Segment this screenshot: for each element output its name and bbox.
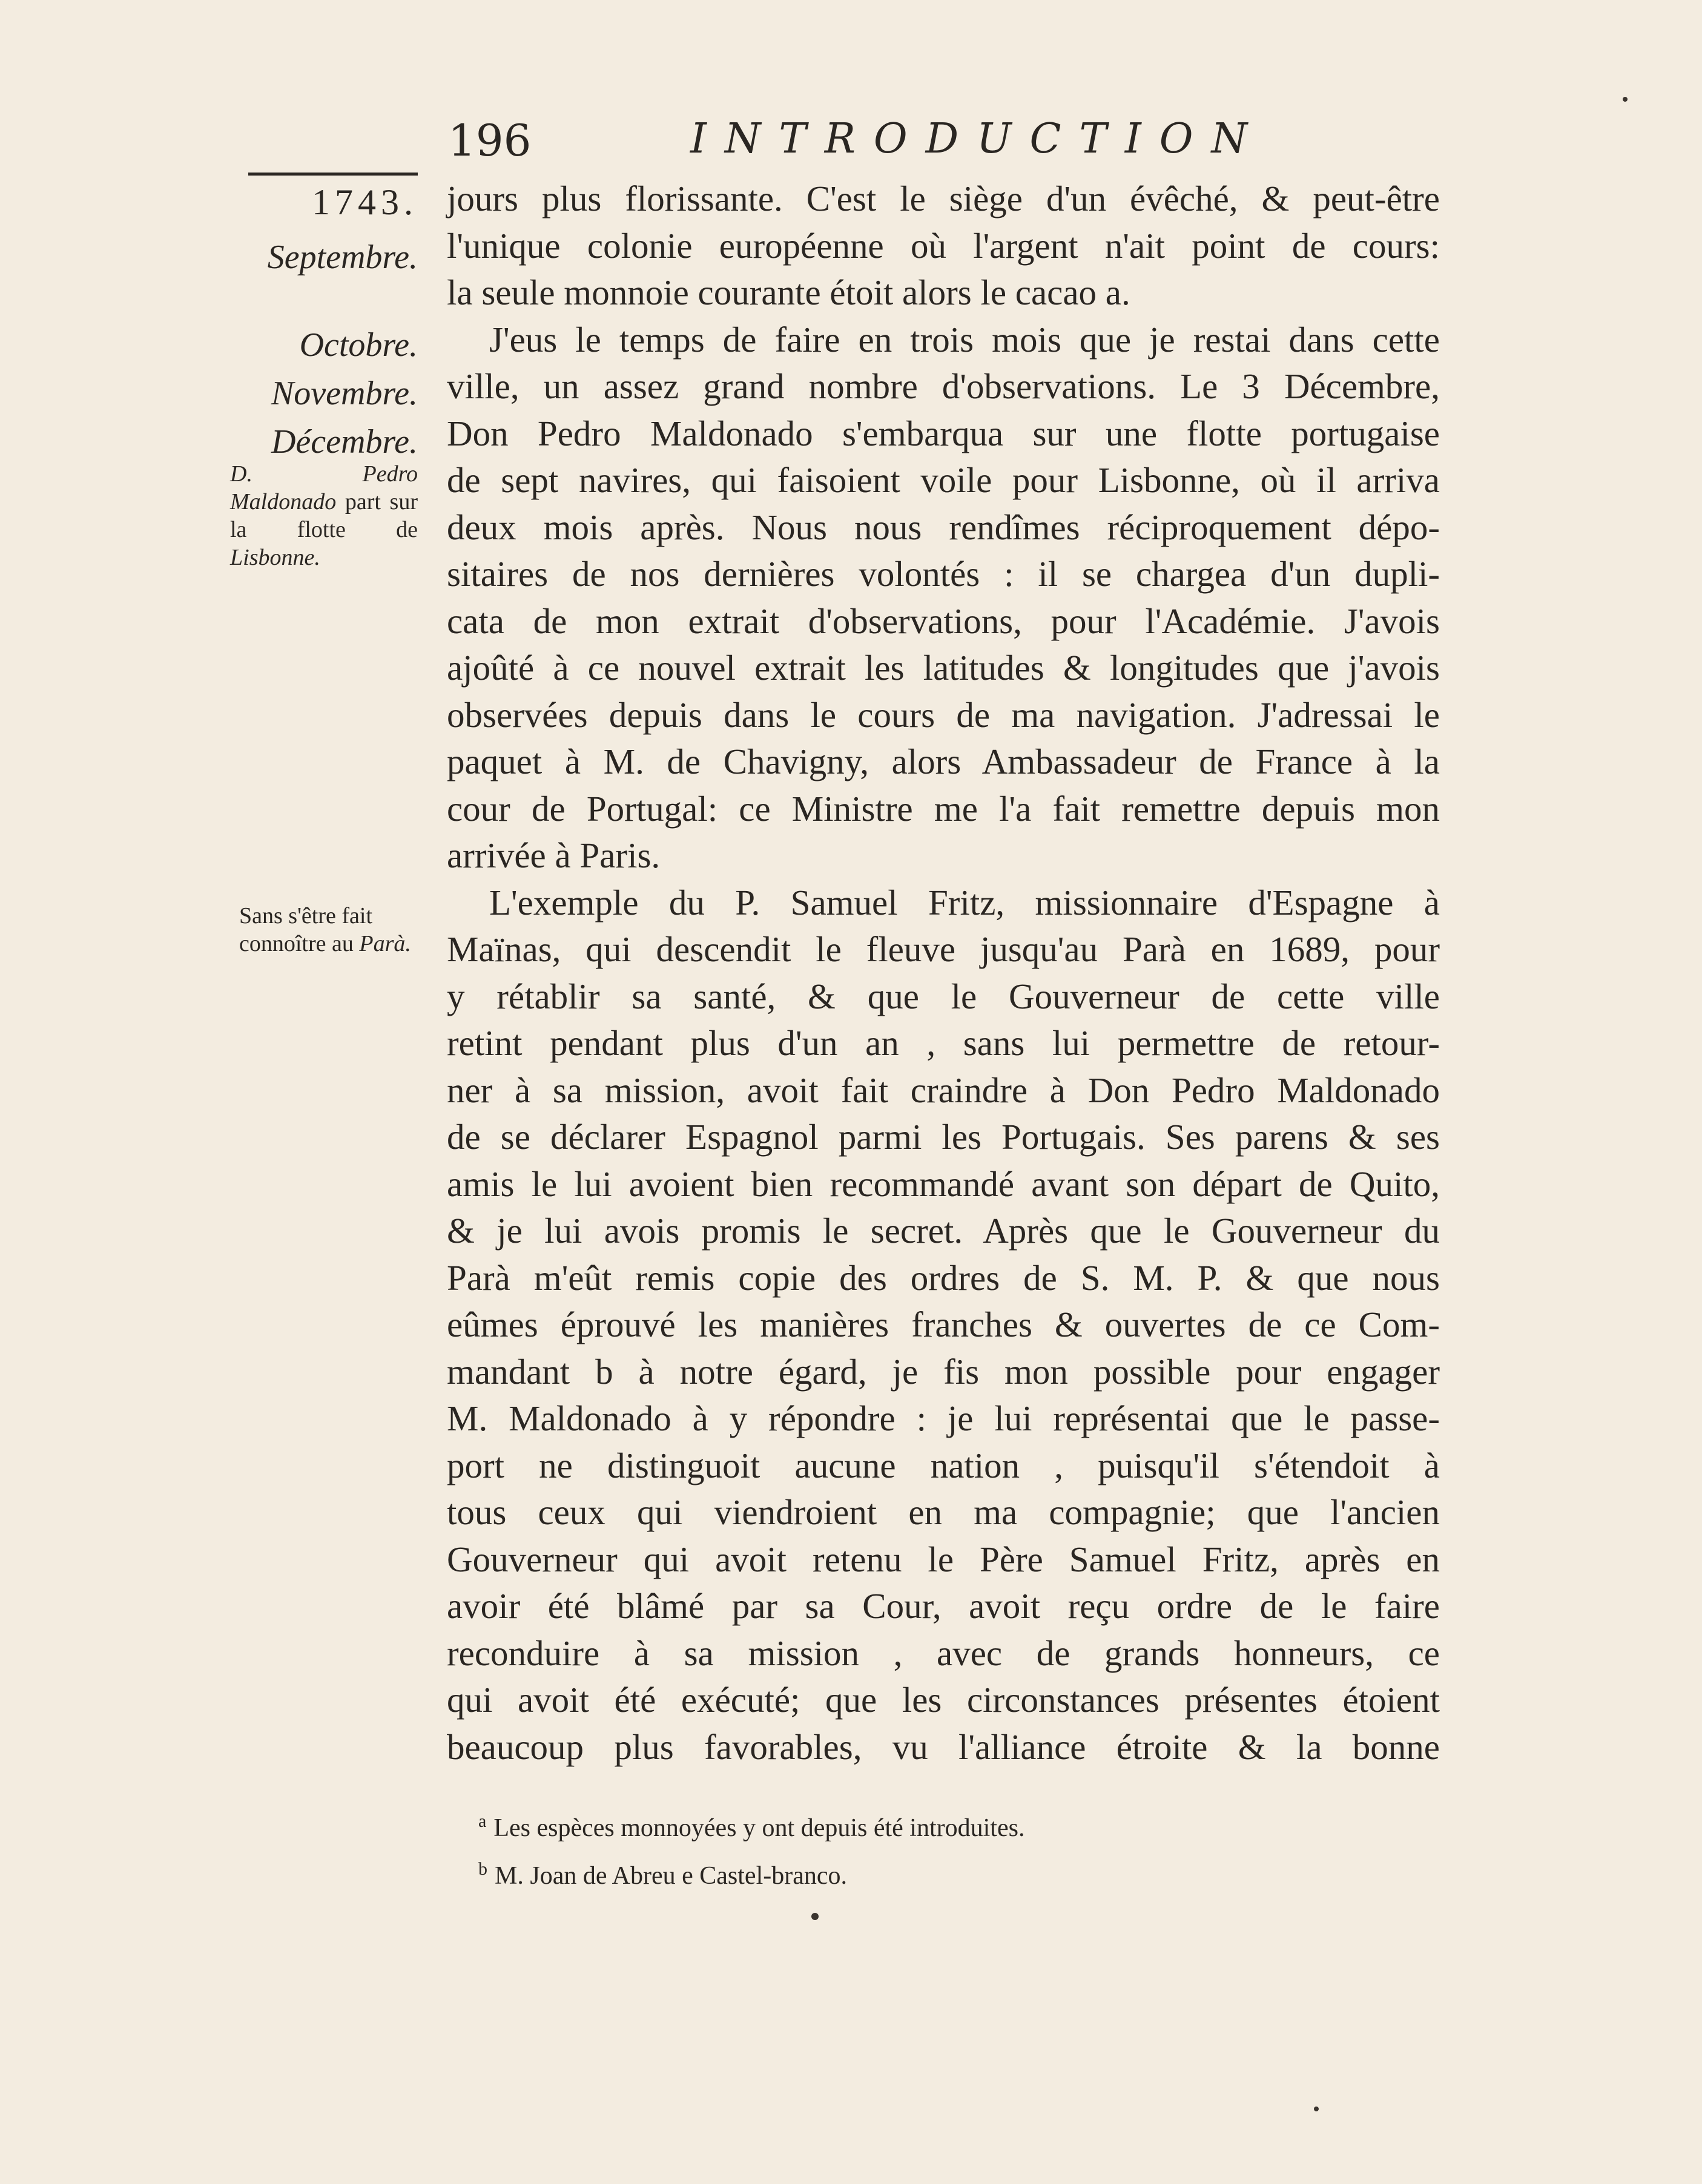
text-line: la seule monnoie courante étoit alors le cacao a. xyxy=(447,272,1130,312)
text-line: jours plus florissante. C'est le siège d'un évêché, & peut-être xyxy=(447,179,1440,219)
footnote-mark: a xyxy=(478,1811,487,1831)
margin-month-december: Décembre. xyxy=(271,423,418,461)
text-line: de se déclarer Espagnol parmi les Portugais. Ses parens & ses xyxy=(447,1117,1440,1157)
margin-note-para xyxy=(239,902,415,958)
text-line: paquet à M. de Chavigny, alors Ambassadeur de France à la xyxy=(447,742,1440,781)
margin-year: 1743. xyxy=(312,182,418,222)
text-line: arrivée à Paris. xyxy=(447,835,661,875)
text-line: ajoûté à ce nouvel extrait les latitudes & longitudes que j'avois xyxy=(447,648,1440,688)
text-line: Parà m'eût remis copie des ordres de S. M. P. & que nous xyxy=(447,1257,1440,1298)
text-line: l'unique colonie européenne où l'argent n'ait point de cours: xyxy=(447,225,1440,266)
text-line: ville, un assez grand nombre d'observations. Le 3 Décembre, xyxy=(447,366,1440,406)
text-line: cour de Portugal: ce Ministre me l'a fait remettre depuis mon xyxy=(447,788,1440,829)
text-line: reconduire à sa mission , avec de grands honneurs, ce xyxy=(447,1633,1440,1673)
margin-note-place: Lisbonne. xyxy=(230,545,320,570)
footnote-text: Les espèces monnoyées y ont depuis été introduites. xyxy=(493,1814,1025,1842)
running-title: INTRODUCTION xyxy=(690,115,1265,163)
page-speck xyxy=(1314,2107,1319,2111)
page-number: 196 xyxy=(448,115,532,166)
text-line: Don Pedro Maldonado s'embarqua sur une flotte portugaise xyxy=(447,413,1440,453)
text-line: L'exemple du P. Samuel Fritz, missionnaire d'Espagne à xyxy=(489,882,1440,923)
text-line: observées depuis dans le cours de ma navigation. J'adressai le xyxy=(447,694,1440,735)
text-line: & je lui avois promis le secret. Après que le Gouverneur du xyxy=(447,1211,1440,1251)
text-line: Gouverneur qui avoit retenu le Père Samuel Fritz, après en xyxy=(447,1539,1440,1579)
text-line: deux mois après. Nous nous rendîmes réciproquement dépo- xyxy=(447,507,1440,547)
margin-month-october: Octobre. xyxy=(299,326,418,364)
text-line: tous ceux qui viendroient en ma compagnie; que l'ancien xyxy=(447,1492,1440,1532)
footnotes xyxy=(478,1801,1447,1896)
margin-note-maldonado xyxy=(230,460,418,571)
footnote-mark: b xyxy=(478,1859,487,1879)
margin-note-name: D. Pedro Maldonado xyxy=(230,461,418,515)
page-speck xyxy=(811,1913,819,1920)
text-line: sitaires de nos dernières volontés : il se chargea d'un dupli- xyxy=(447,554,1440,594)
text-line: M. Maldonado à y répondre : je lui représentai que le passe- xyxy=(447,1398,1440,1438)
text-line: retint pendant plus d'un an , sans lui permettre de retour- xyxy=(447,1023,1440,1063)
text-line: cata de mon extrait d'observations, pour l'Académie. J'avois xyxy=(447,600,1440,641)
footnote xyxy=(478,1849,1447,1896)
text-line: J'eus le temps de faire en trois mois que je restai dans cette xyxy=(489,319,1440,360)
text-line: amis le lui avoient bien recommandé avant son départ de Quito, xyxy=(447,1163,1440,1204)
body-text xyxy=(447,176,1440,1771)
footnote-text: M. Joan de Abreu e Castel-branco. xyxy=(495,1862,847,1890)
text-line: ner à sa mission, avoit fait craindre à Don Pedro Maldonado xyxy=(447,1070,1440,1110)
margin-month-november: Novembre. xyxy=(271,375,418,412)
footnote xyxy=(478,1801,1447,1849)
margin-rule xyxy=(248,173,418,176)
text-line: eûmes éprouvé les manières franches & ouvertes de ce Com- xyxy=(447,1304,1440,1344)
text-line: Maïnas, qui descendit le fleuve jusqu'au Parà en 1689, pour xyxy=(447,929,1440,969)
margin-note-place: Parà. xyxy=(359,931,411,956)
text-line: y rétablir sa santé, & que le Gouverneur de cette ville xyxy=(447,976,1440,1016)
text-line: beaucoup plus favorables, vu l'alliance étroite & la bonne xyxy=(447,1726,1440,1767)
margin-month-september: Septembre. xyxy=(267,238,418,276)
page-header xyxy=(448,103,1453,169)
text-line: port ne distinguoit aucune nation , puisqu'il s'étendoit à xyxy=(447,1445,1440,1485)
margin-note-text: part sur la flotte de xyxy=(230,489,418,542)
page-speck xyxy=(1623,97,1628,102)
text-line: qui avoit été exécuté; que les circonstances présentes étoient xyxy=(447,1680,1440,1720)
text-line: mandant b à notre égard, je fis mon possible pour engager xyxy=(447,1351,1440,1392)
text-line: avoir été blâmé par sa Cour, avoit reçu ordre de le faire xyxy=(447,1586,1440,1626)
text-line: de sept navires, qui faisoient voile pour Lisbonne, où il arriva xyxy=(447,460,1440,500)
margin-note-text: Sans s'être fait connoître au xyxy=(239,903,373,956)
